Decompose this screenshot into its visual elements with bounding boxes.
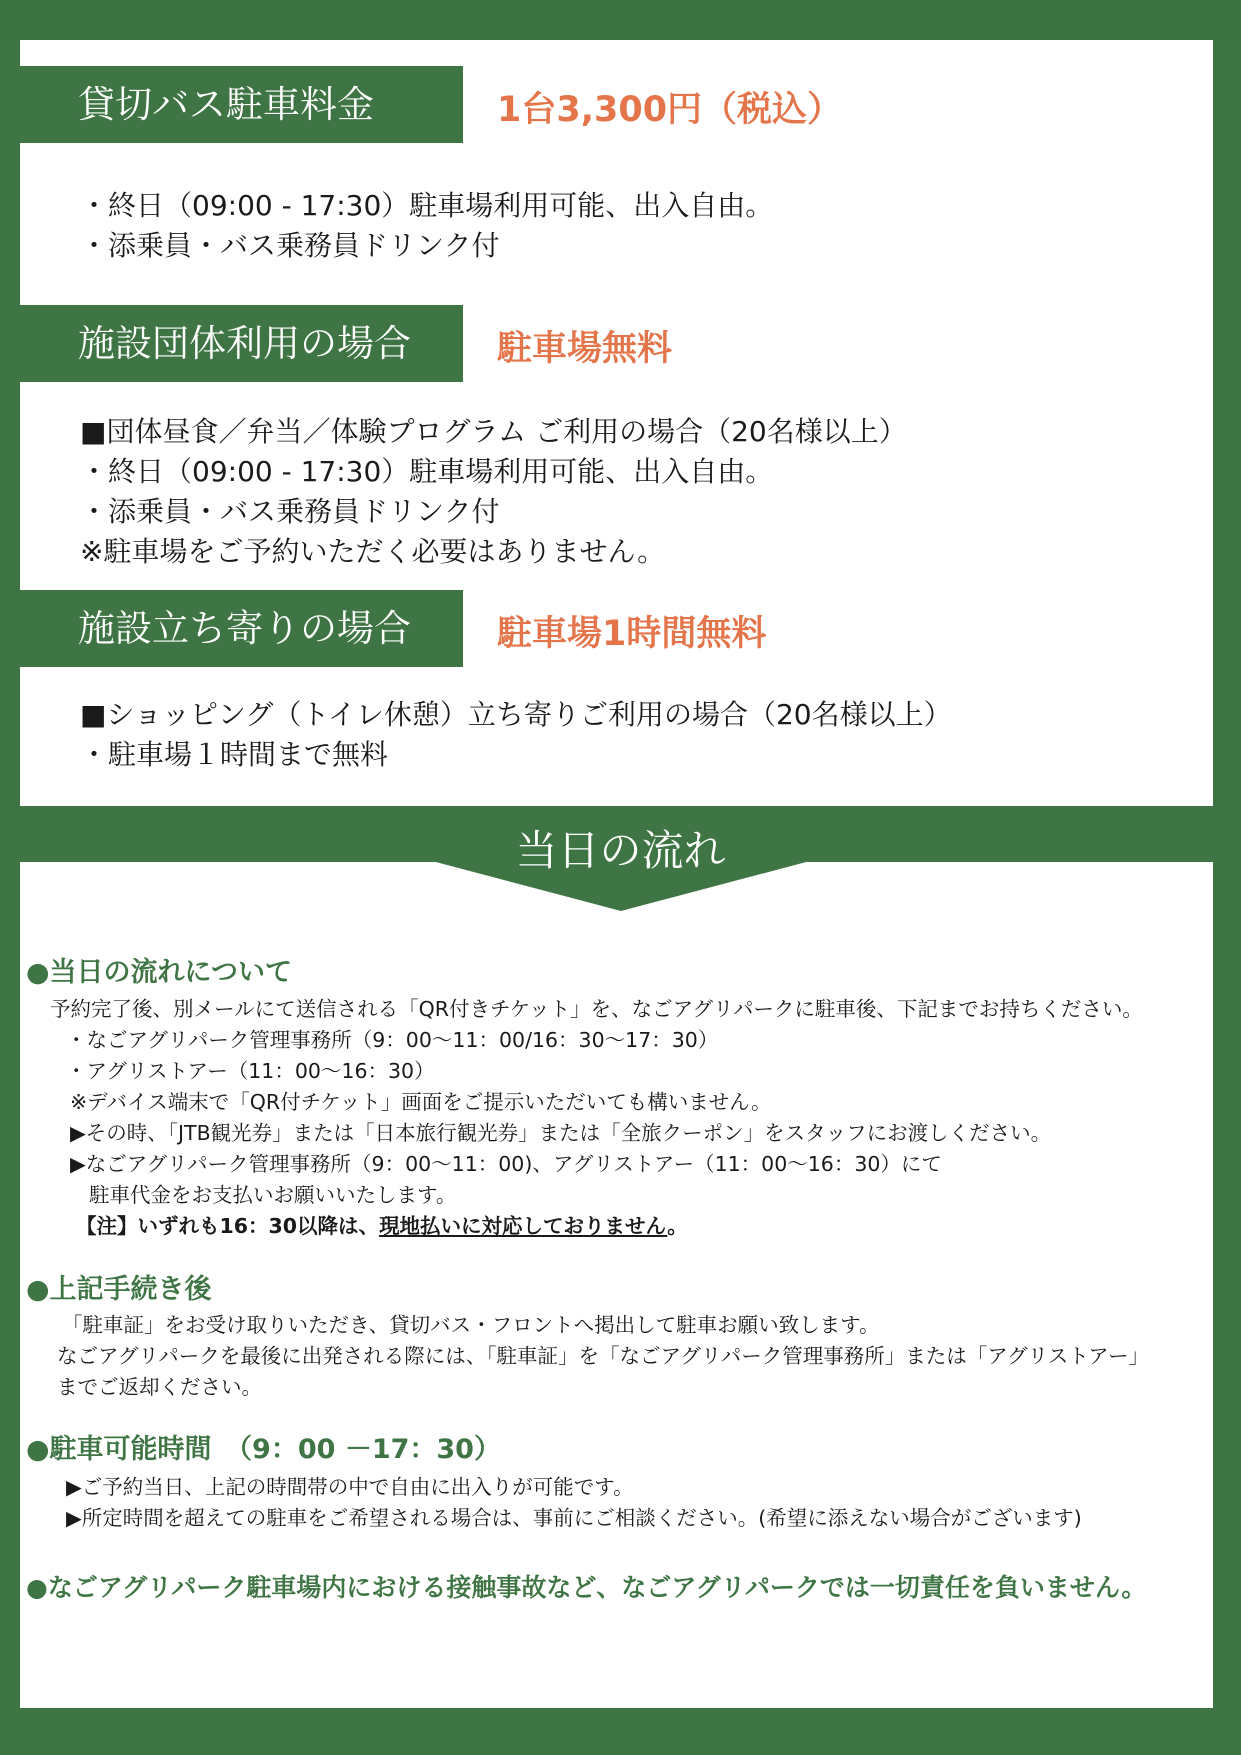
flow-after-line-3: までご返却ください。 — [57, 1375, 262, 1399]
flow-about-note — [76, 1209, 688, 1239]
flow-title: 当日の流れ — [515, 826, 726, 875]
stopover-line-1: ■ショッピング（トイレ休憩）立ち寄りご利用の場合（20名様以上） — [80, 698, 952, 731]
flow-after-heading: ●上記手続き後 — [26, 1274, 212, 1305]
flow-hours-line-2: ▶所定時間を超えての駐車をご希望される場合は、事前にご相談ください。(希望に添えない場合がございます) — [66, 1506, 1082, 1530]
parking-fee-line-1: ・終日（09:00 - 17:30）駐車場利用可能、出入自由。 — [80, 189, 774, 222]
group-use-line-4: ※駐車場をご予約いただく必要はありません。 — [80, 535, 666, 568]
stopover-line-2: ・駐車場１時間まで無料 — [80, 738, 389, 771]
flow-hours-line-1: ▶ご予約当日、上記の時間帯の中で自由に出入りが可能です。 — [66, 1475, 634, 1499]
note-prefix: 【注】いずれも16：30以降は、 — [76, 1214, 380, 1238]
flow-disclaimer: ●なごアグリパーク駐車場内における接触事故など、なごアグリパークでは一切責任を負いません。 — [26, 1573, 1147, 1602]
stopover-label: 施設立ち寄りの場合 — [20, 590, 463, 667]
group-use-line-2: ・終日（09:00 - 17:30）駐車場利用可能、出入自由。 — [80, 455, 774, 488]
top-border — [0, 0, 1241, 40]
group-use-price: 駐車場無料 — [497, 329, 673, 369]
parking-fee-label: 貸切バス駐車料金 — [20, 66, 463, 143]
parking-fee-price: 1台3,300円（税込） — [497, 90, 843, 130]
group-use-line-1: ■団体昼食／弁当／体験プログラム ご利用の場合（20名様以上） — [80, 415, 907, 448]
stopover-price: 駐車場1時間無料 — [497, 614, 767, 654]
parking-fee-line-2: ・添乗員・バス乗務員ドリンク付 — [80, 229, 500, 262]
flow-about-line-6: ▶なごアグリパーク管理事務所（9：00～11：00)、アグリストアー（11：00～16：30）にて — [70, 1152, 942, 1176]
flow-about-line-4: ※デバイス端末で「QR付チケット」画面をご提示いただいても構いません。 — [70, 1090, 772, 1114]
flow-about-line-5: ▶その時、「JTB観光券」または「日本旅行観光券」または「全旅クーポン」をスタッフにお渡しください。 — [70, 1121, 1052, 1145]
note-suffix: 。 — [667, 1214, 688, 1238]
note-underline: 現地払いに対応しておりません — [379, 1214, 668, 1238]
flow-about-line-1: 予約完了後、別メールにて送信される「QR付きチケット」を、なごアグリパークに駐車後、下記までお持ちください。 — [50, 997, 1143, 1021]
flow-about-line-3: ・アグリストアー（11：00～16：30） — [66, 1059, 435, 1083]
flow-hours-heading: ●駐車可能時間 （9：00 －17：30） — [26, 1434, 501, 1465]
group-use-label: 施設団体利用の場合 — [20, 305, 463, 382]
flow-about-line-2: ・なごアグリパーク管理事務所（9：00～11：00/16：30～17：30） — [66, 1028, 719, 1052]
flow-after-line-2: なごアグリパークを最後に出発される際には、「駐車証」を「なごアグリパーク管理事務所」または「アグリストアー」 — [57, 1344, 1150, 1368]
group-use-line-3: ・添乗員・バス乗務員ドリンク付 — [80, 495, 500, 528]
flow-after-line-1: 「駐車証」をお受け取りいただき、貸切バス・フロントへ掲出して駐車お願い致します。 — [62, 1313, 880, 1337]
flow-about-heading: ●当日の流れについて — [26, 957, 293, 988]
flow-about-line-7: 駐車代金をお支払いお願いいたします。 — [89, 1183, 457, 1207]
